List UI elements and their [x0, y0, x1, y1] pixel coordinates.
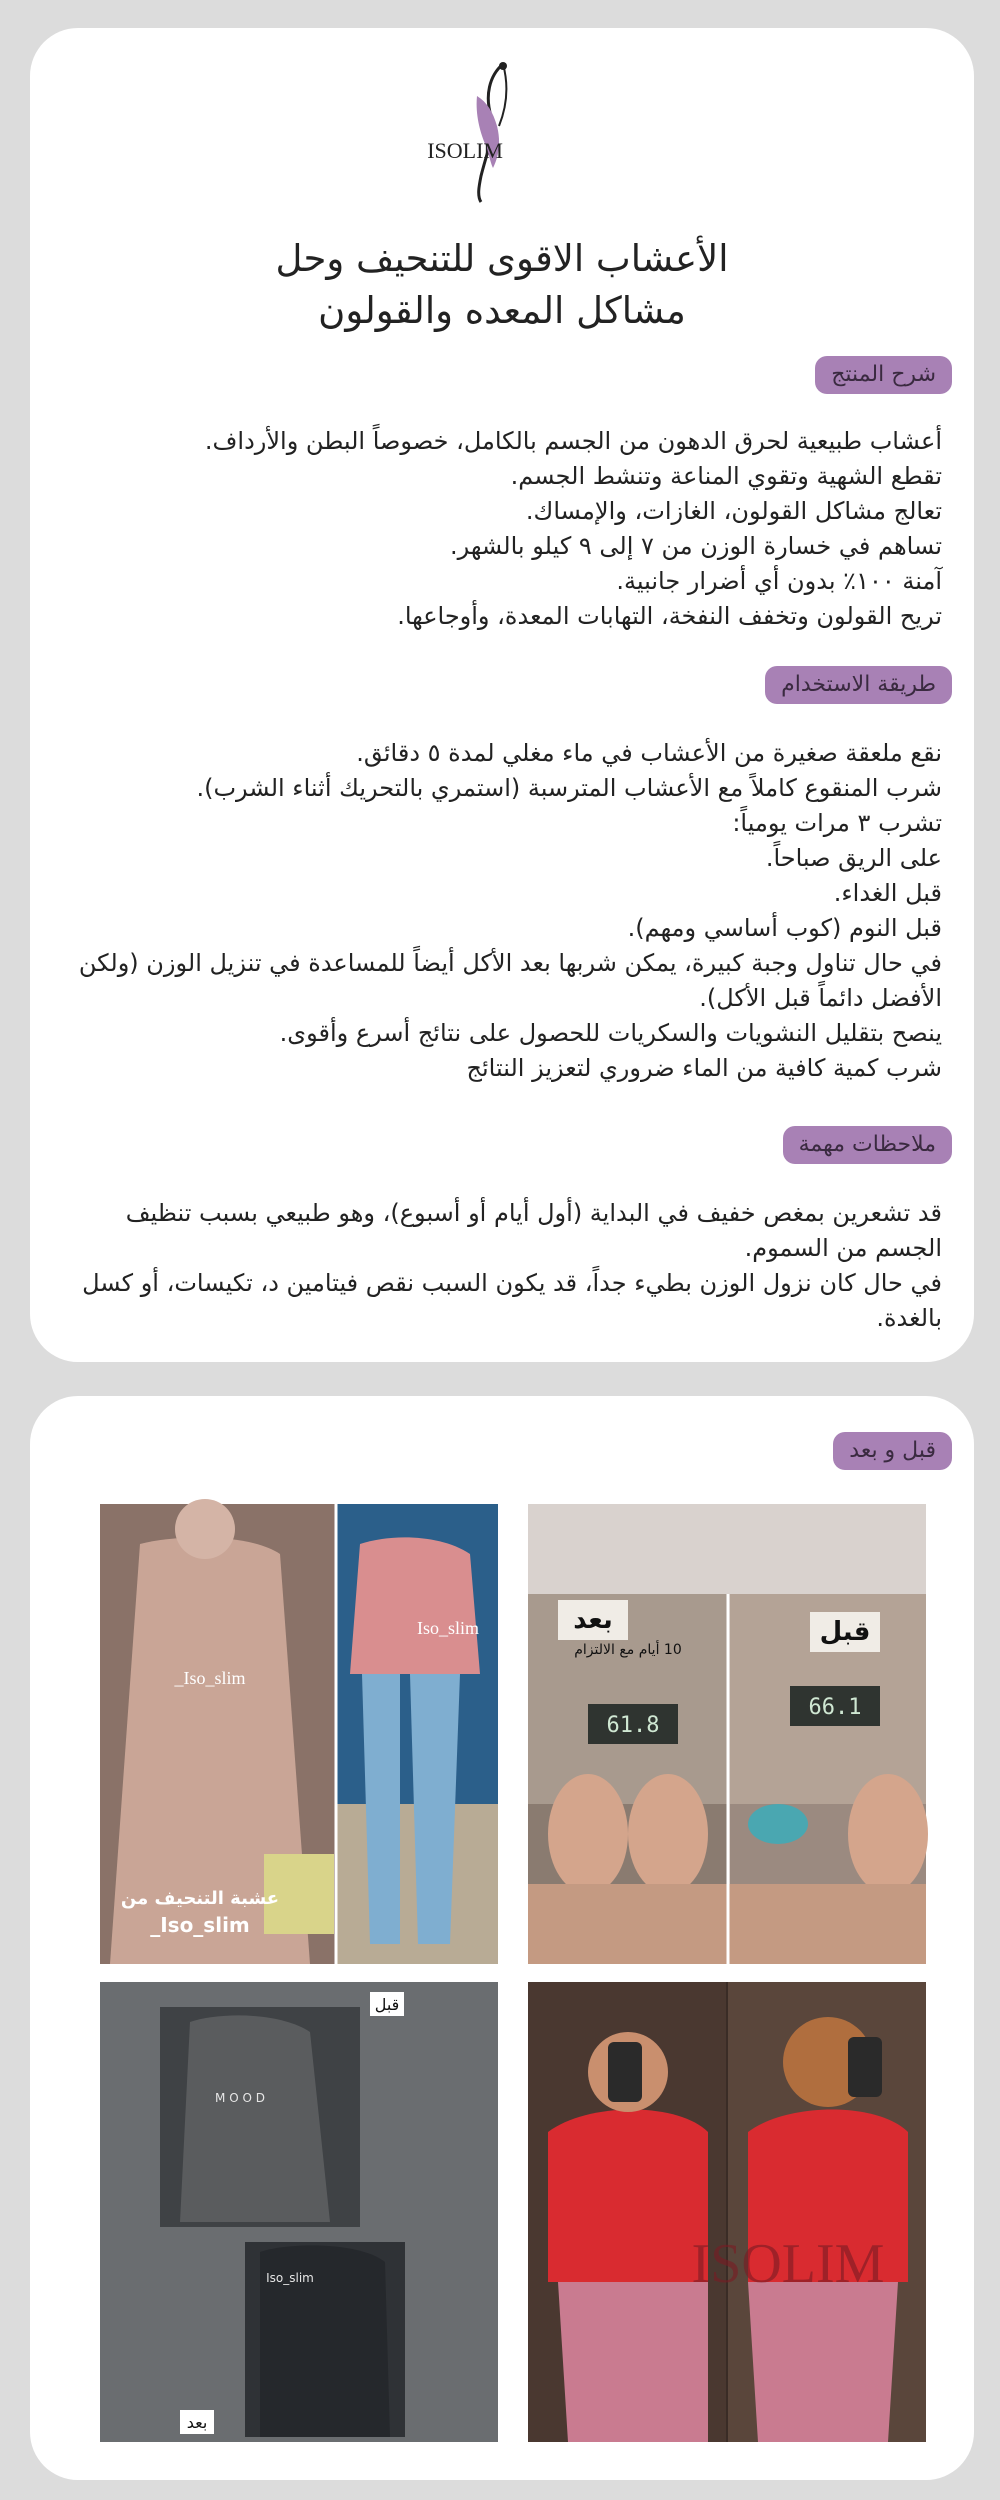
dark-outfit-image: [100, 1982, 498, 2442]
description-line: آمنة ١٠٠٪ بدون أي أضرار جانبية.: [616, 567, 942, 595]
product-info-card: [30, 28, 974, 1362]
photo-scale-before-after: [528, 1504, 926, 1964]
svg-text:بعد: بعد: [573, 1605, 613, 1635]
notes-list: [62, 1196, 942, 1336]
notes-line: في حال كان نزول الوزن بطيء جداً، قد يكون السبب نقص فيتامين د، تكيسات، أو كسل بالغدة.: [82, 1269, 942, 1332]
svg-text:10 أيام مع الالتزام: 10 أيام مع الالتزام: [574, 1642, 682, 1658]
photo-pink-outfit: [100, 1504, 498, 1964]
svg-text:M O O D: M O O D: [215, 2091, 265, 2105]
usage-line: شرب المنقوع كاملاً مع الأعشاب المترسبة (استمري بالتحريك أثناء الشرب).: [196, 774, 942, 802]
usage-line: قبل النوم (كوب أساسي ومهم).: [627, 914, 942, 942]
usage-line: نقع ملعقة صغيرة من الأعشاب في ماء مغلي لمدة ٥ دقائق.: [356, 739, 942, 767]
svg-text:Iso_slim: Iso_slim: [416, 1618, 480, 1638]
title-line-2: مشاكل المعده والقولون: [318, 289, 686, 332]
page-title: [30, 233, 974, 337]
description-line: أعشاب طبيعية لحرق الدهون من الجسم بالكامل، خصوصاً البطن والأرداف.: [204, 427, 942, 455]
section-label-results: قبل و بعد: [833, 1432, 952, 1470]
svg-text:بعد: بعد: [186, 2413, 208, 2432]
usage-line: ينصح بتقليل النشويات والسكريات للحصول على نتائج أسرع وأقوى.: [279, 1019, 942, 1047]
svg-text:قبل: قبل: [374, 1995, 400, 2014]
svg-text:61.8: 61.8: [606, 1713, 660, 1738]
svg-text:Iso_slim_: Iso_slim_: [174, 1668, 246, 1688]
usage-line: تشرب ٣ مرات يومياً:: [732, 809, 942, 837]
section-label-notes: ملاحظات مهمة: [783, 1126, 952, 1164]
brand-logo: [427, 56, 567, 206]
brand-logo-icon: [427, 56, 567, 206]
usage-line: على الريق صباحاً.: [765, 844, 942, 872]
photo-dark-outfit: [100, 1982, 498, 2442]
description-line: تعالج مشاكل القولون، الغازات، والإمساك.: [525, 497, 942, 525]
svg-text:Iso_slim: Iso_slim: [266, 2271, 314, 2285]
description-line: تقطع الشهية وتقوي المناعة وتنشط الجسم.: [510, 462, 942, 490]
svg-text:عشبة التنحيف من: عشبة التنحيف من: [120, 1888, 280, 1909]
usage-line: قبل الغداء.: [833, 879, 942, 907]
section-label-description: شرح المنتج: [815, 356, 952, 394]
description-list: [62, 424, 942, 634]
svg-text:قبل: قبل: [819, 1617, 871, 1647]
mirror-selfie-image: [528, 1982, 926, 2442]
section-label-usage: طريقة الاستخدام: [765, 666, 952, 704]
results-card: [30, 1396, 974, 2480]
svg-text:ISOLIM: ISOLIM: [427, 138, 503, 163]
scale-photo-image: [528, 1504, 926, 1964]
notes-line: قد تشعرين بمغص خفيف في البداية (أول أيام أو أسبوع)، وهو طبيعي بسبب تنظيف الجسم من السموم.: [125, 1199, 942, 1262]
usage-line: شرب كمية كافية من الماء ضروري لتعزيز النتائج: [466, 1054, 942, 1082]
svg-text:66.1: 66.1: [808, 1695, 862, 1720]
svg-text:ISOLIM: ISOLIM: [691, 2233, 885, 2295]
usage-line: في حال تناول وجبة كبيرة، يمكن شربها بعد الأكل أيضاً للمساعدة في تنزيل الوزن (ولكن الأفضل دائماً قبل الأكل).: [78, 949, 942, 1012]
title-line-1: الأعشاب الاقوى للتنحيف وحل: [275, 237, 729, 280]
description-line: تريح القولون وتخفف النفخة، التهابات المعدة، وأوجاعها.: [397, 602, 942, 630]
description-line: تساهم في خسارة الوزن من ٧ إلى ٩ كيلو بالشهر.: [449, 532, 942, 560]
photo-mirror-selfie: [528, 1982, 926, 2442]
pink-outfit-image: [100, 1504, 498, 1964]
usage-list: [62, 736, 942, 1086]
svg-text:Iso_slim_: Iso_slim_: [150, 1913, 250, 1937]
